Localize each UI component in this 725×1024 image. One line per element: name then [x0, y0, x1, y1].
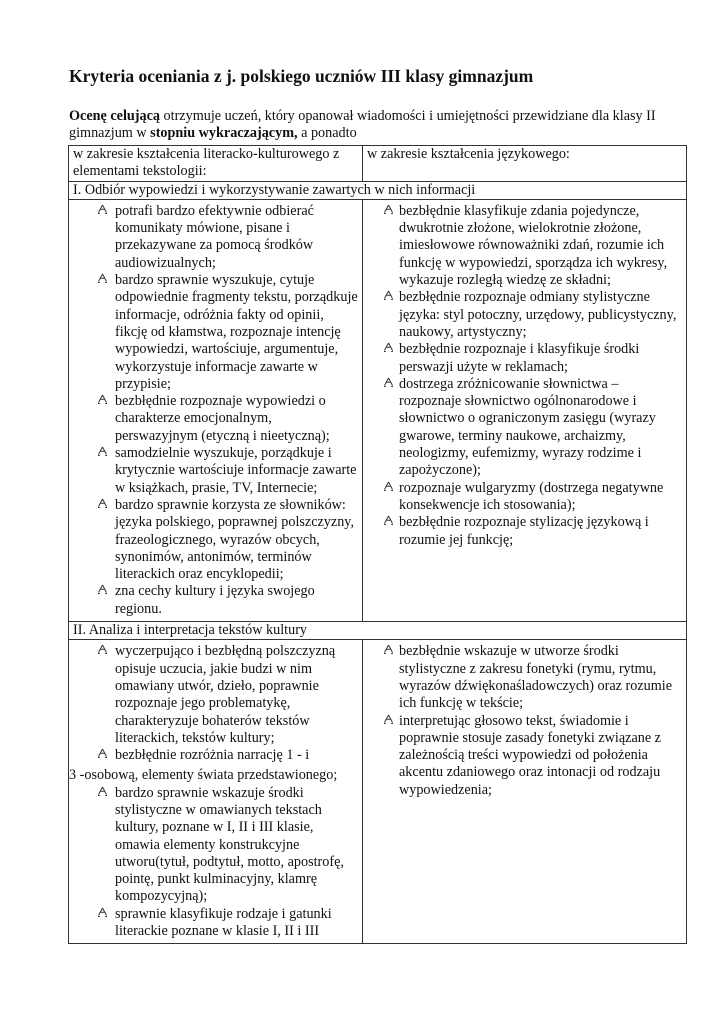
section2-right-cell: [363, 640, 687, 944]
bullet-arrow-icon: [381, 481, 395, 495]
list-item-text: bardzo sprawnie korzysta ze słowników: języka polskiego, poprawnej polszczyzny, frazeologicznego, wyrazów obcych, synonimów, antonimów, terminów literackich oraz encyklopedii;: [115, 496, 355, 583]
bullet-arrow-icon: [381, 644, 395, 658]
section2-right-list: [367, 643, 682, 799]
intro-paragraph: [69, 108, 689, 142]
list-item-text: bardzo sprawnie wyszukuje, cytuje odpowiednie fragmenty tekstu, porządkuje informacje, odróżnia fakty od opinii, fikcję od kłamstwa, rozpoznaje intencję wypowiedzi, wartościuje, argumentuje, wykorzystuje informacje zawarte w przypisie;: [115, 272, 358, 392]
section1-left-list: [73, 203, 358, 618]
bullet-arrow-icon: [95, 748, 109, 762]
bullet-arrow-icon: [381, 342, 395, 356]
section2-left-plain-line: 3 -osobową, elementy świata przedstawionego;: [69, 767, 338, 784]
list-item-text: bezbłędnie rozróżnia narrację 1 - i: [115, 747, 310, 764]
section1-title: I. Odbiór wypowiedzi i wykorzystywanie zawartych w nich informacji: [69, 181, 687, 199]
document-title: Kryteria oceniania z j. polskiego uczniów III klasy gimnazjum: [69, 66, 534, 86]
list-item: [73, 445, 358, 497]
list-item-text: bezbłędnie wskazuje w utworze środki stylistyczne z zakresu fonetyki (rymu, rytmu, wyrazów dźwiękonaśladowczych) oraz rozumie ich funkcję w tekście;: [399, 643, 672, 712]
list-item: [367, 480, 682, 515]
bullet-arrow-icon: [95, 204, 109, 218]
section1-right-cell: [363, 199, 687, 621]
list-item: [73, 643, 358, 747]
list-item-text: wyczerpująco i bezbłędną polszczyzną opisuje uczucia, jakie budzi w nim omawiany utwór, dzieło, poprawnie rozpoznaje jego problematykę, charakteryzuje bohaterów tekstów literackich, tekstów kultury;: [115, 643, 336, 746]
bullet-arrow-icon: [95, 644, 109, 658]
list-item-text: bezbłędnie rozpoznaje stylizację językową i rozumie jej funkcję;: [399, 514, 649, 548]
list-item: [73, 393, 358, 445]
section1-right-list: [367, 203, 682, 549]
bullet-arrow-icon: [381, 204, 395, 218]
bullet-arrow-icon: [381, 515, 395, 529]
bullet-arrow-icon: [381, 377, 395, 391]
col1-header: w zakresie kształcenia literacko-kulturowego z elementami tekstologii:: [69, 146, 363, 182]
list-item: [367, 203, 682, 289]
list-item-text: bardzo sprawnie wskazuje środki stylistyczne w omawianych tekstach kultury, poznane w I, II i III klasie, omawia elementy konstrukcyjne utworu(tytuł, podtytuł, motto, apostrofę, pointę, punkt kulminacyjny, klamrę kompozycyjną);: [115, 784, 344, 905]
list-item: [73, 906, 358, 941]
list-item-text: sprawnie klasyfikuje rodzaje i gatunki literackie poznane w klasie I, II i III: [115, 905, 332, 940]
bullet-arrow-icon: [381, 290, 395, 304]
bullet-arrow-icon: [381, 714, 395, 728]
section1-title-row: [69, 181, 687, 199]
list-item-text: samodzielnie wyszukuje, porządkuje i krytycznie wartościuje informacje zawarte w książkach, prasie, TV, Internecie;: [115, 445, 357, 496]
list-item-text: dostrzega zróżnicowanie słownictwa – rozpoznaje słownictwo ogólnonarodowe i słownictwo o ograniczonym zasięgu (wyrazy gwarowe, terminy naukowe, archaizmy, neologizmy, eufemizmy, wyrazy rodzime i zapożyczone);: [399, 375, 656, 479]
list-item-text: bezbłędnie rozpoznaje wypowiedzi o charakterze emocjonalnym, perswazyjnym (etyczną i nieetyczną);: [115, 393, 330, 444]
list-item: [367, 289, 682, 341]
list-item-text: zna cechy kultury i języka swojego regionu.: [115, 583, 315, 617]
bullet-arrow-icon: [95, 786, 109, 800]
section2-left-cell: [69, 640, 363, 944]
list-item: [73, 785, 358, 906]
header-row: [69, 146, 687, 182]
bullet-arrow-icon: [95, 273, 109, 287]
section1-content-row: [69, 199, 687, 621]
intro-text: otrzymuje uczeń, który opanował wiadomości i umiejętności przewidziane dla klasy II gimnazjum w: [69, 108, 656, 141]
list-item-text: rozpoznaje wulgaryzmy (dostrzega negatywne konsekwencje ich stosowania);: [399, 479, 664, 513]
section2-content-row: [69, 640, 687, 944]
list-item-text: potrafi bardzo efektywnie odbierać komunikaty mówione, pisane i przekazywane za pomocą środków audiowizualnych;: [115, 202, 314, 271]
bullet-arrow-icon: [95, 498, 109, 512]
list-item: [367, 376, 682, 480]
criteria-table: [68, 145, 687, 944]
list-item-text: bezbłędnie rozpoznaje i klasyfikuje środki perswazji użyte w reklamach;: [399, 341, 640, 375]
bullet-arrow-icon: [95, 394, 109, 408]
bullet-arrow-icon: [95, 446, 109, 460]
intro-level: stopniu wykraczającym,: [150, 125, 298, 141]
list-item: [73, 497, 358, 583]
list-item: [367, 643, 682, 712]
list-item: [73, 203, 358, 272]
list-item-text: bezbłędnie rozpoznaje odmiany stylistyczne języka: styl potoczny, urzędowy, publicystyczny, naukowy, artystyczny;: [399, 289, 677, 340]
bullet-arrow-icon: [95, 907, 109, 921]
intro-grade: Ocenę celującą: [69, 108, 160, 124]
section2-left-list-a: [73, 643, 358, 764]
list-item: [73, 583, 358, 618]
section2-title: II. Analiza i interpretacja tekstów kultury: [69, 622, 687, 640]
list-item-text: bezbłędnie klasyfikuje zdania pojedyncze, dwukrotnie złożone, wielokrotnie złożone, imiesłowowe równoważniki zdań, rozumie ich funkcję w wypowiedzi, sporządza ich wykresy, wykazuje rozległą wiedzę ze składni;: [399, 202, 668, 289]
list-item: [73, 272, 358, 393]
list-item: [367, 514, 682, 549]
list-item: [367, 341, 682, 376]
bullet-arrow-icon: [95, 584, 109, 598]
col2-header: w zakresie kształcenia językowego:: [363, 146, 687, 182]
section1-left-cell: [69, 199, 363, 621]
list-item: [73, 747, 358, 764]
list-item-text: interpretując głosowo tekst, świadomie i poprawnie stosuje zasady fonetyki związane z zależnością treści wypowiedzi od położenia akcentu zdaniowego oraz intonacji od rodzaju wypowiedzenia;: [399, 712, 661, 798]
list-item: [367, 713, 682, 799]
intro-tail: a ponadto: [297, 125, 357, 141]
section2-left-list-b: [73, 785, 358, 941]
section2-title-row: [69, 622, 687, 640]
